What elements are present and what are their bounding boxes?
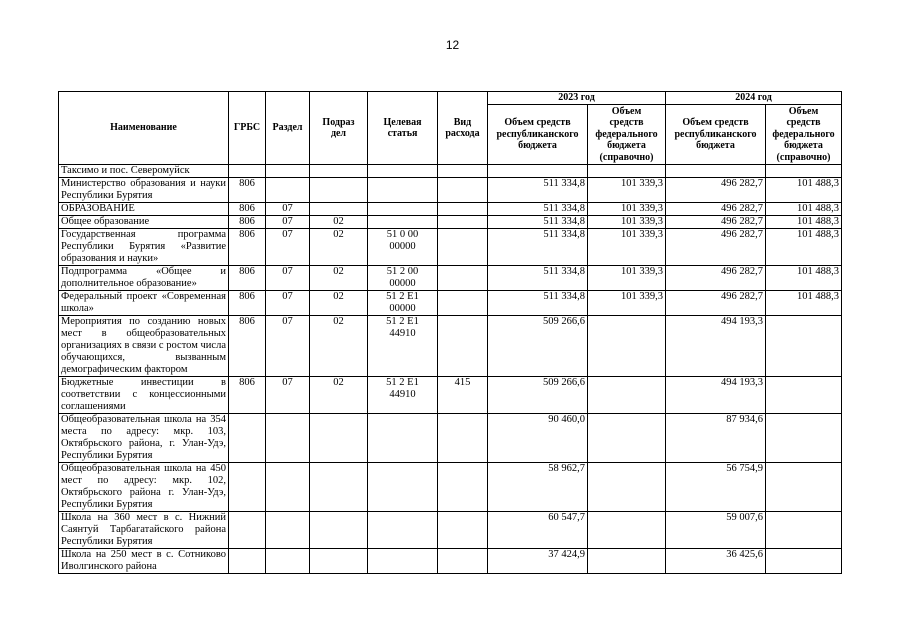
row-podrazdel: 02 [310,216,368,229]
row-podrazdel: 02 [310,229,368,266]
row-razdel: 07 [266,266,310,291]
table-row [59,377,842,414]
row-fed-budget-2023: 101 339,3 [588,266,666,291]
row-rep-budget-2023: 511 334,8 [488,203,588,216]
row-expense [438,178,488,203]
continuation-row [59,165,842,178]
row-target [368,203,438,216]
row-podrazdel [310,463,368,512]
row-fed-budget-2024: 101 488,3 [766,229,842,266]
row-podrazdel: 02 [310,316,368,377]
row-expense [438,549,488,574]
row-fed-budget-2023: 101 339,3 [588,203,666,216]
row-target [368,463,438,512]
row-fed-budget-2024 [766,512,842,549]
header-grbs: ГРБС [229,92,266,165]
row-rep-budget-2023: 509 266,6 [488,377,588,414]
row-name: Подпрограмма «Общее и дополнительное образование» [59,266,229,291]
row-expense [438,316,488,377]
row-name: ОБРАЗОВАНИЕ [59,203,229,216]
row-fed-budget-2023 [588,377,666,414]
row-name: Школа на 250 мест в с. Сотниково Иволгинского района [59,549,229,574]
row-fed-budget-2023 [588,414,666,463]
row-fed-budget-2024 [766,316,842,377]
row-rep-budget-2023: 511 334,8 [488,291,588,316]
row-rep-budget-2023: 511 334,8 [488,266,588,291]
row-rep-budget-2023: 511 334,8 [488,216,588,229]
row-target: 51 2 E1 00000 [368,291,438,316]
row-grbs: 806 [229,266,266,291]
row-rep-budget-2024: 36 425,6 [666,549,766,574]
table-row [59,229,842,266]
row-rep-budget-2024: 496 282,7 [666,203,766,216]
row-target: 51 0 00 00000 [368,229,438,266]
table-row [59,178,842,203]
header-target: Целевая статья [368,92,438,165]
row-rep-budget-2024: 494 193,3 [666,316,766,377]
row-fed-budget-2024: 101 488,3 [766,178,842,203]
table-row [59,414,842,463]
row-fed-budget-2024: 101 488,3 [766,266,842,291]
row-podrazdel [310,203,368,216]
row-podrazdel [310,549,368,574]
row-razdel: 07 [266,377,310,414]
row-expense [438,291,488,316]
row-expense [438,203,488,216]
header-year-2023: 2023 год [488,92,666,105]
row-fed-budget-2024: 101 488,3 [766,216,842,229]
row-grbs [229,414,266,463]
row-rep-budget-2023: 58 962,7 [488,463,588,512]
row-fed-budget-2023 [588,316,666,377]
row-rep-budget-2024: 496 282,7 [666,229,766,266]
row-podrazdel [310,414,368,463]
row-grbs: 806 [229,377,266,414]
row-grbs: 806 [229,316,266,377]
row-name: Федеральный проект «Современная школа» [59,291,229,316]
row-fed-budget-2023: 101 339,3 [588,216,666,229]
table-row [59,463,842,512]
row-expense [438,463,488,512]
header-year-2024: 2024 год [666,92,842,105]
row-rep-budget-2023: 60 547,7 [488,512,588,549]
row-razdel: 07 [266,316,310,377]
row-fed-budget-2023: 101 339,3 [588,229,666,266]
table-row [59,512,842,549]
table-body [59,165,842,574]
row-name: Государственная программа Республики Бурятия «Развитие образования и науки» [59,229,229,266]
header-fed-budget-2023: Объем средств федерального бюджета (справочно) [588,105,666,165]
row-expense [438,414,488,463]
row-rep-budget-2023: 511 334,8 [488,178,588,203]
header-rep-budget-2024: Объем средств республиканского бюджета [666,105,766,165]
row-razdel [266,463,310,512]
row-fed-budget-2024 [766,463,842,512]
row-target [368,178,438,203]
row-fed-budget-2024: 101 488,3 [766,291,842,316]
row-rep-budget-2024: 496 282,7 [666,266,766,291]
row-name: Общеобразовательная школа на 354 места по адресу: мкр. 103, Октябрьского района, г. Улан-Удэ, Республики Бурятия [59,414,229,463]
row-target: 51 2 E1 44910 [368,377,438,414]
row-fed-budget-2023 [588,512,666,549]
row-name: Мероприятия по созданию новых мест в общеобразовательных организациях в связи с ростом числа обучающихся, вызванным демографическим фактором [59,316,229,377]
row-razdel: 07 [266,203,310,216]
row-rep-budget-2023: 90 460,0 [488,414,588,463]
budget-table [58,91,842,574]
row-grbs: 806 [229,178,266,203]
row-fed-budget-2024 [766,549,842,574]
table-header [59,92,842,165]
header-name: Наименование [59,92,229,165]
row-podrazdel [310,512,368,549]
row-target: 51 2 E1 44910 [368,316,438,377]
row-fed-budget-2024 [766,414,842,463]
table-row [59,291,842,316]
row-rep-budget-2024: 87 934,6 [666,414,766,463]
row-fed-budget-2023: 101 339,3 [588,291,666,316]
row-fed-budget-2023 [588,463,666,512]
row-grbs: 806 [229,291,266,316]
row-razdel: 07 [266,229,310,266]
row-razdel: 07 [266,216,310,229]
row-rep-budget-2024: 494 193,3 [666,377,766,414]
row-podrazdel: 02 [310,377,368,414]
row-expense [438,266,488,291]
row-podrazdel: 02 [310,266,368,291]
header-expense: Вид расхода [438,92,488,165]
row-grbs: 806 [229,203,266,216]
header-podrazdel: Подраз дел [310,92,368,165]
row-rep-budget-2024: 59 007,6 [666,512,766,549]
row-grbs [229,512,266,549]
row-razdel [266,414,310,463]
row-expense [438,229,488,266]
row-name: Министерство образования и науки Республики Бурятия [59,178,229,203]
row-name: Общее образование [59,216,229,229]
row-podrazdel [310,178,368,203]
row-target: 51 2 00 00000 [368,266,438,291]
table-row [59,216,842,229]
row-fed-budget-2023: 101 339,3 [588,178,666,203]
row-rep-budget-2024: 496 282,7 [666,291,766,316]
table-row [59,266,842,291]
row-grbs [229,549,266,574]
row-name: Бюджетные инвестиции в соответствии с концессионными соглашениями [59,377,229,414]
row-name: Школа на 360 мест в с. Нижний Саянтуй Тарбагатайского района Республики Бурятия [59,512,229,549]
header-fed-budget-2024: Объем средств федерального бюджета (справочно) [766,105,842,165]
row-rep-budget-2023: 37 424,9 [488,549,588,574]
row-razdel [266,549,310,574]
row-fed-budget-2023 [588,549,666,574]
header-razdel: Раздел [266,92,310,165]
row-rep-budget-2024: 496 282,7 [666,216,766,229]
row-target [368,216,438,229]
row-razdel [266,512,310,549]
row-target [368,414,438,463]
continuation-text: Таксимо и пос. Северомуйск [59,165,229,178]
row-grbs: 806 [229,229,266,266]
row-target [368,512,438,549]
row-rep-budget-2024: 56 754,9 [666,463,766,512]
row-rep-budget-2023: 511 334,8 [488,229,588,266]
row-target [368,549,438,574]
table-row [59,203,842,216]
row-fed-budget-2024: 101 488,3 [766,203,842,216]
row-expense: 415 [438,377,488,414]
row-razdel: 07 [266,291,310,316]
row-podrazdel: 02 [310,291,368,316]
row-name: Общеобразовательная школа на 450 мест по адресу: мкр. 102, Октябрьского района г. Улан-Удэ, Республики Бурятия [59,463,229,512]
row-razdel [266,178,310,203]
table-row [59,549,842,574]
table-row [59,316,842,377]
row-rep-budget-2024: 496 282,7 [666,178,766,203]
row-expense [438,512,488,549]
page-number: 12 [445,38,460,52]
header-rep-budget-2023: Объем средств республиканского бюджета [488,105,588,165]
row-rep-budget-2023: 509 266,6 [488,316,588,377]
row-grbs: 806 [229,216,266,229]
row-grbs [229,463,266,512]
row-fed-budget-2024 [766,377,842,414]
row-expense [438,216,488,229]
